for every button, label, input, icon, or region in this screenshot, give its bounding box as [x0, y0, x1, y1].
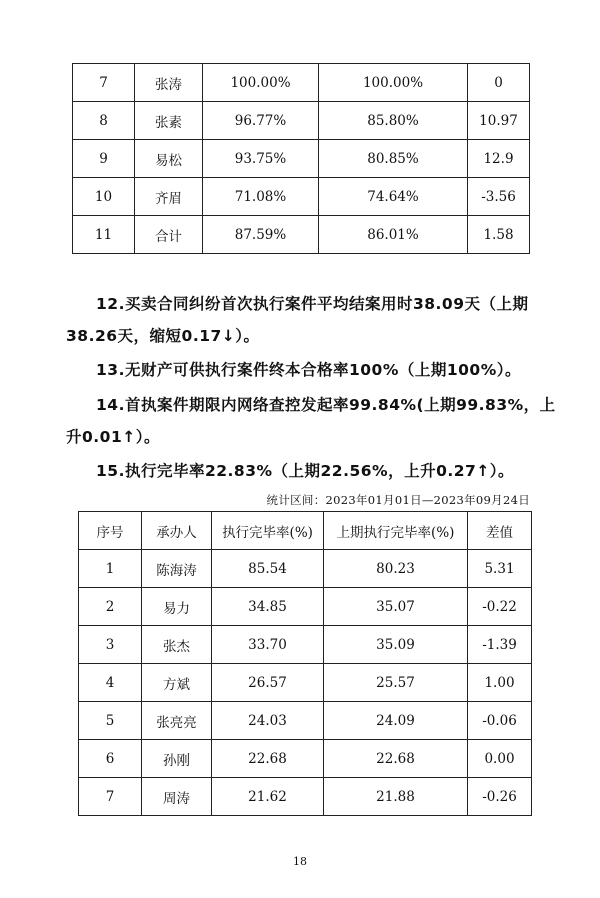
cell-diff: -0.26 [468, 778, 532, 816]
cell-prev-rate: 80.23 [324, 550, 468, 588]
cell-diff: 12.9 [468, 140, 530, 178]
table-row [79, 588, 532, 626]
cell-index: 3 [79, 626, 142, 664]
cell-diff: -1.39 [468, 626, 532, 664]
cell-rate: 26.57 [212, 664, 324, 702]
cell-index: 7 [79, 778, 142, 816]
cell-prev-rate: 21.88 [324, 778, 468, 816]
cell-diff: 0.00 [468, 740, 532, 778]
cell-index: 5 [79, 702, 142, 740]
cell-assignee: 合计 [135, 216, 203, 254]
cell-rate: 93.75% [203, 140, 319, 178]
paragraph-14: 14.首执案件期限内网络查控发起率99.84%(上期99.83%，上升0.01↑）。 [66, 396, 556, 446]
cell-prev-rate: 35.07 [324, 588, 468, 626]
cell-assignee: 孙刚 [142, 740, 212, 778]
cell-prev-rate: 24.09 [324, 702, 468, 740]
cell-index: 2 [79, 588, 142, 626]
table-row [79, 740, 532, 778]
cell-rate: 96.77% [203, 102, 319, 140]
header-rate: 执行完毕率(%) [212, 512, 324, 550]
table-row [73, 64, 530, 102]
cell-rate: 87.59% [203, 216, 319, 254]
cell-rate: 71.08% [203, 178, 319, 216]
table-row [79, 778, 532, 816]
cell-prev-rate: 86.01% [319, 216, 468, 254]
table-row [73, 102, 530, 140]
stat-range-note: 统计区间：2023年01月01日—2023年09月24日 [266, 493, 530, 507]
table-row [73, 178, 530, 216]
cell-diff: -0.22 [468, 588, 532, 626]
table-row [79, 664, 532, 702]
paragraph-12: 12.买卖合同纠纷首次执行案件平均结案用时38.09天（上期38.26天，缩短0.17↓）。 [66, 295, 529, 345]
cell-rate: 24.03 [212, 702, 324, 740]
paragraph-15: 15.执行完毕率22.83%（上期22.56%，上升0.27↑）。 [96, 462, 515, 480]
cell-index: 6 [79, 740, 142, 778]
table2-body [79, 550, 532, 816]
table-row [79, 626, 532, 664]
header-index: 序号 [79, 512, 142, 550]
cell-index: 8 [73, 102, 135, 140]
cell-rate: 85.54 [212, 550, 324, 588]
header-assignee: 承办人 [142, 512, 212, 550]
cell-index: 7 [73, 64, 135, 102]
cell-assignee: 张涛 [135, 64, 203, 102]
page-number: 18 [293, 855, 307, 868]
cell-index: 9 [73, 140, 135, 178]
paragraph-13: 13.无财产可供执行案件终本合格率100%（上期100%）。 [96, 361, 521, 379]
table-completion-rates [78, 511, 532, 816]
cell-assignee: 方斌 [142, 664, 212, 702]
cell-assignee: 张素 [135, 102, 203, 140]
cell-prev-rate: 100.00% [319, 64, 468, 102]
cell-diff: -3.56 [468, 178, 530, 216]
table-row [79, 702, 532, 740]
cell-diff: 10.97 [468, 102, 530, 140]
cell-assignee: 张杰 [142, 626, 212, 664]
cell-diff: 1.00 [468, 664, 532, 702]
cell-rate: 22.68 [212, 740, 324, 778]
cell-assignee: 易力 [142, 588, 212, 626]
table1-body [73, 64, 530, 254]
cell-diff: 5.31 [468, 550, 532, 588]
table-row [73, 140, 530, 178]
table-assignee-rates-continued [72, 63, 530, 254]
cell-prev-rate: 85.80% [319, 102, 468, 140]
cell-prev-rate: 25.57 [324, 664, 468, 702]
cell-diff: 1.58 [468, 216, 530, 254]
table-header-row [79, 512, 532, 550]
cell-index: 10 [73, 178, 135, 216]
cell-rate: 100.00% [203, 64, 319, 102]
cell-prev-rate: 22.68 [324, 740, 468, 778]
cell-rate: 21.62 [212, 778, 324, 816]
table-row [79, 550, 532, 588]
cell-assignee: 齐眉 [135, 178, 203, 216]
cell-prev-rate: 35.09 [324, 626, 468, 664]
cell-index: 1 [79, 550, 142, 588]
cell-assignee: 陈海涛 [142, 550, 212, 588]
header-prev-rate: 上期执行完毕率(%) [324, 512, 468, 550]
header-diff: 差值 [468, 512, 532, 550]
cell-assignee: 易松 [135, 140, 203, 178]
cell-prev-rate: 74.64% [319, 178, 468, 216]
cell-diff: -0.06 [468, 702, 532, 740]
table-row-total [73, 216, 530, 254]
cell-assignee: 周涛 [142, 778, 212, 816]
cell-prev-rate: 80.85% [319, 140, 468, 178]
cell-diff: 0 [468, 64, 530, 102]
cell-assignee: 张亮亮 [142, 702, 212, 740]
cell-rate: 33.70 [212, 626, 324, 664]
cell-index: 11 [73, 216, 135, 254]
cell-rate: 34.85 [212, 588, 324, 626]
cell-index: 4 [79, 664, 142, 702]
table2-header [79, 512, 532, 550]
